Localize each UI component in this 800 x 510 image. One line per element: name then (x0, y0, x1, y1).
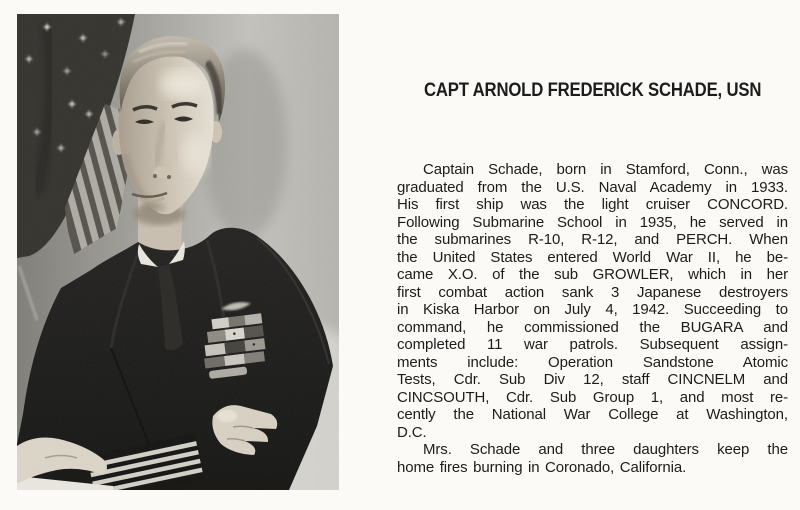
text-line: command, he commissioned the BUGARA and (397, 318, 788, 336)
text-line: CINCSOUTH, Cdr. Sub Group 1, and most re- (397, 388, 788, 406)
bio-column (397, 0, 788, 510)
text-line: came X.O. of the sub GROWLER, which in her (397, 266, 788, 283)
text-line: the United States entered World War II, he be- (397, 248, 788, 266)
text-line: cently the National War College at Washington, (397, 406, 788, 423)
text-line: completed 11 war patrols. Subsequent assign- (397, 336, 788, 353)
text-line: ments include: Operation Sandstone Atomic (397, 353, 788, 371)
text-line: first combat action sank 3 Japanese destroyers (397, 283, 788, 301)
text-line: in Kiska Harbor on July 4, 1942. Succeeding to (397, 301, 788, 318)
text-line: D.C. (397, 423, 427, 441)
text-line: Following Submarine School in 1935, he served in (397, 213, 788, 231)
portrait-illustration (17, 14, 339, 490)
title-row (397, 80, 788, 102)
text-line: the submarines R-10, R-12, and PERCH. When (397, 231, 788, 248)
text-line: Tests, Cdr. Sub Div 12, staff CINCNELM and (397, 371, 788, 388)
bio-paragraphs (397, 161, 788, 476)
page-title: CAPT ARNOLD FREDERICK SCHADE, USN (423, 80, 762, 101)
text-line: home fires burning in Coronado, California. (397, 458, 687, 476)
text-line: His first ship was the light cruiser CONCORD. (397, 196, 788, 213)
photo-grain (17, 14, 339, 490)
portrait-photo (17, 14, 339, 490)
bio-paragraph (397, 161, 788, 441)
text-line: Captain Schade, born in Stamford, Conn., was (423, 161, 788, 178)
text-line: graduated from the U.S. Naval Academy in 1933. (397, 178, 788, 196)
text-line: Mrs. Schade and three daughters keep the (423, 441, 788, 458)
bio-paragraph (397, 441, 788, 476)
